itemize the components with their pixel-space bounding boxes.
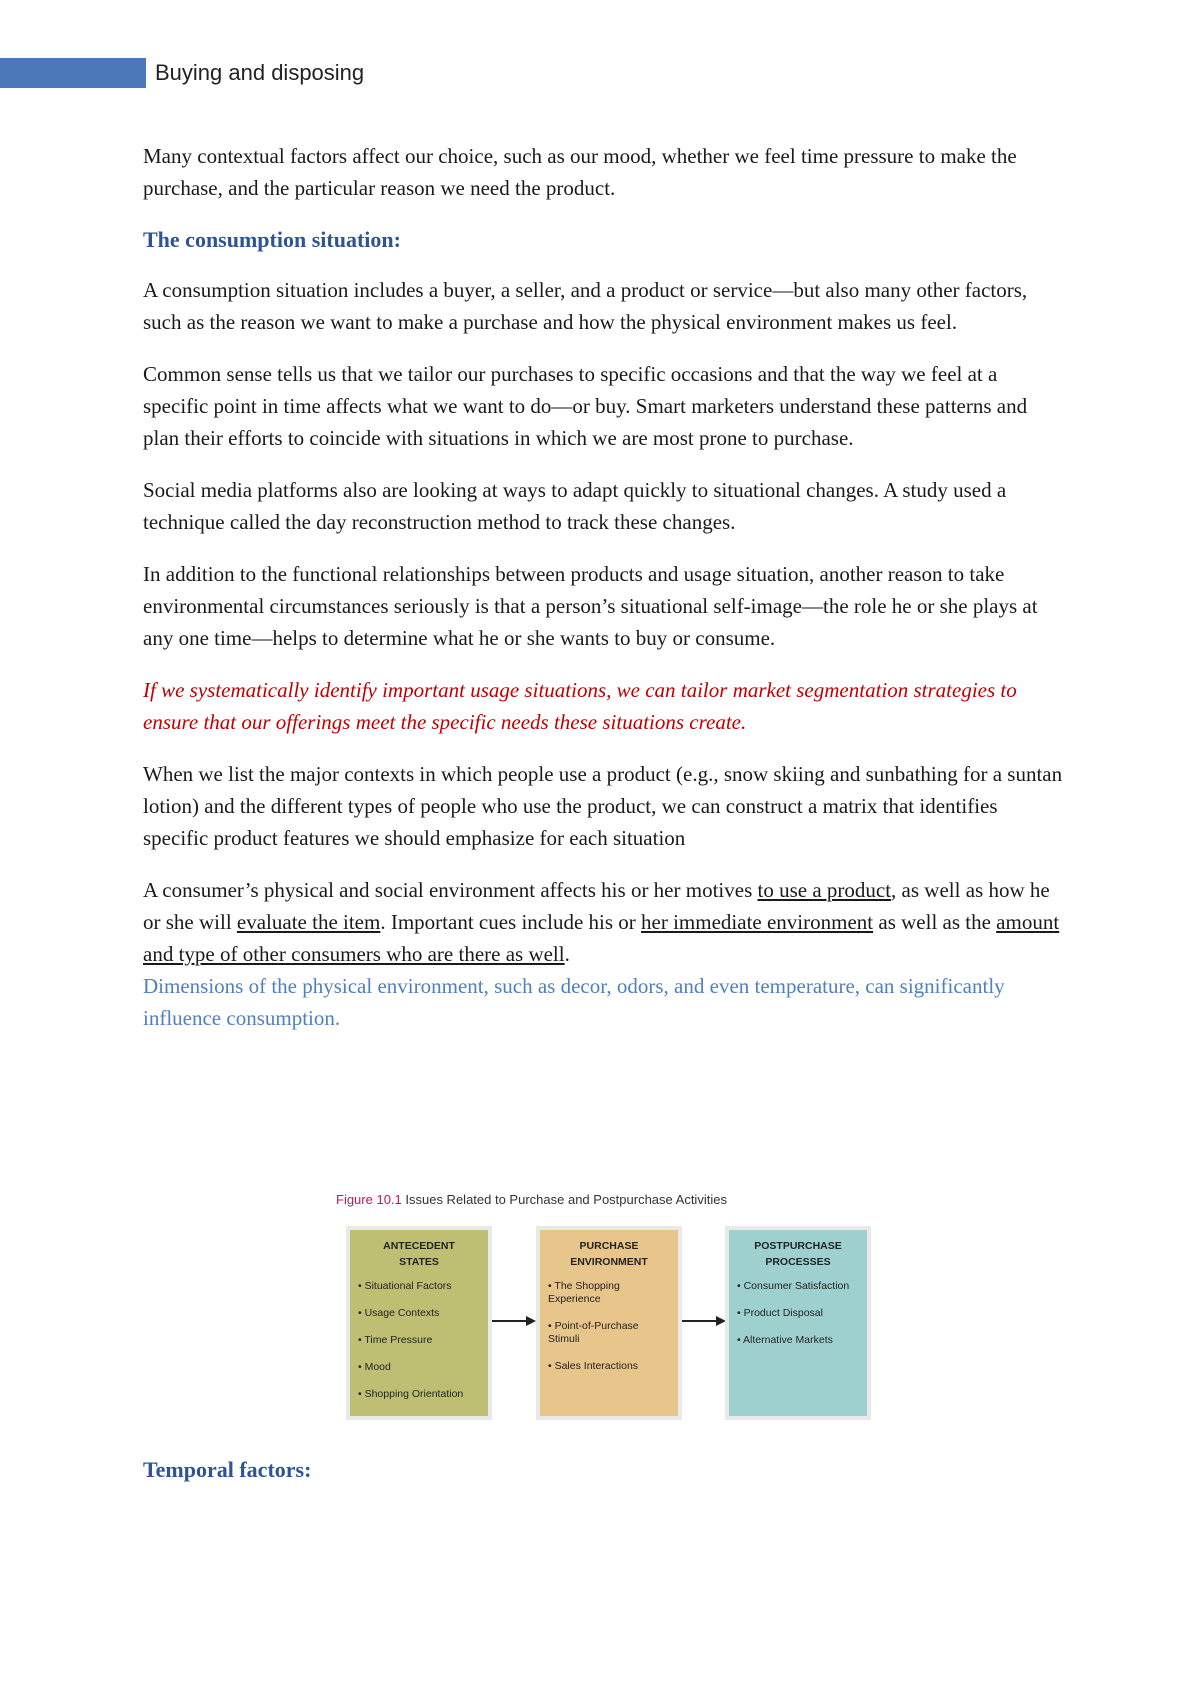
physical-dimensions-text: Dimensions of the physical environment, such as decor, odors, and even temperature, can significantly influence consumption. — [143, 974, 1005, 1030]
figure-purchase-activities — [330, 1192, 870, 1432]
box-heading — [737, 1238, 859, 1270]
text-fragment: , as well as how he or she will — [143, 878, 1050, 934]
box-item: • The Shopping Experience — [548, 1280, 620, 1305]
text-fragment: . Important cues include his or — [380, 910, 642, 934]
text-fragment: A consumer’s physical and social environment affects his or her motives — [143, 878, 758, 902]
figure-number: Figure 10.1 — [336, 1192, 402, 1207]
paragraph-consumption-situation: A consumption situation includes a buyer, a seller, and a product or service—but also many other factors, such as the reason we want to make a purchase and how the physical environment makes us feel. — [143, 278, 1028, 334]
box-heading-line: PROCESSES — [765, 1256, 831, 1268]
box-heading-line: POSTPURCHASE — [754, 1240, 842, 1252]
box-item: • Sales Interactions — [548, 1360, 639, 1372]
heading-temporal-factors: Temporal factors: — [143, 1457, 312, 1482]
header-title: Buying and disposing — [155, 60, 365, 85]
document-body — [143, 140, 1063, 1034]
box-item: • Point-of-Purchase Stimuli — [548, 1320, 639, 1345]
underlined-text: evaluate the item — [236, 910, 381, 934]
text-fragment: as well as the — [873, 910, 997, 934]
paragraph-social-media: Social media platforms also are looking at ways to adapt quickly to situational changes. A study used a technique called the day reconstruction method to track these changes. — [143, 478, 1007, 534]
box-item: • Situational Factors — [358, 1280, 452, 1292]
underlined-text: her immediate environment — [641, 910, 874, 934]
paragraph-intro: Many contextual factors affect our choice, such as our mood, whether we feel time pressure to make the purchase, and the particular reason we need the product. — [143, 144, 1017, 200]
box-heading — [548, 1238, 670, 1270]
box-heading-line: PURCHASE — [579, 1240, 639, 1252]
header-accent-bar — [0, 58, 146, 88]
box-item: • Alternative Markets — [737, 1334, 833, 1346]
underlined-text: to use a product — [757, 878, 892, 902]
box-item-list — [358, 1280, 480, 1401]
heading-consumption-situation: The consumption situation: — [143, 227, 401, 252]
text-fragment: . — [564, 942, 570, 966]
box-item: • Mood — [358, 1361, 391, 1373]
box-item: • Time Pressure — [358, 1334, 433, 1346]
paragraph-common-sense: Common sense tells us that we tailor our purchases to specific occasions and that the way we feel at a specific point in time affects what we want to do—or buy. Smart marketers understand these patterns and plan their efforts to coincide with situations in which we are most prone to purchase. — [143, 362, 1028, 450]
paragraph-self-image: In addition to the functional relationships between products and usage situation, another reason to take environmental circumstances seriously is that a person’s situational self-image—the role he or she plays at any one time—helps to determine what he or she wants to buy or consume. — [143, 562, 1038, 650]
right-arrow-icon — [492, 1314, 536, 1328]
paragraph-usage-matrix: When we list the major contexts in which people use a product (e.g., snow skiing and sunbathing for a suntan lotion) and the different types of people who use the product, we can construct a matrix that identifies specific product features we should emphasize for each situation — [143, 762, 1063, 850]
box-heading-line: ANTECEDENT — [383, 1240, 455, 1252]
box-item-list — [548, 1280, 670, 1373]
paragraph-segmentation-emphasis: If we systematically identify important usage situations, we can tailor market segmentation strategies to ensure that our offerings meet the specific needs these situations create. — [143, 678, 1017, 734]
figure-caption — [336, 1192, 727, 1207]
box-item: • Usage Contexts — [358, 1307, 440, 1319]
figure-caption-text: Issues Related to Purchase and Postpurchase Activities — [401, 1192, 727, 1207]
antecedent-states-box — [346, 1226, 492, 1420]
paragraph-physical-social-environment — [143, 874, 1063, 1034]
underlined-text: amount and type of other consumers who are there as well — [143, 910, 1060, 966]
box-item: • Product Disposal — [737, 1307, 823, 1319]
box-heading-line: ENVIRONMENT — [570, 1256, 648, 1268]
purchase-environment-box — [536, 1226, 682, 1420]
postpurchase-processes-box — [725, 1226, 871, 1420]
box-item-list — [737, 1280, 859, 1347]
box-heading — [358, 1238, 480, 1270]
right-arrow-icon — [682, 1314, 726, 1328]
box-item: • Consumer Satisfaction — [737, 1280, 850, 1292]
box-item: • Shopping Orientation — [358, 1388, 464, 1400]
box-heading-line: STATES — [399, 1256, 439, 1268]
document-body-continued — [143, 1454, 1063, 1504]
